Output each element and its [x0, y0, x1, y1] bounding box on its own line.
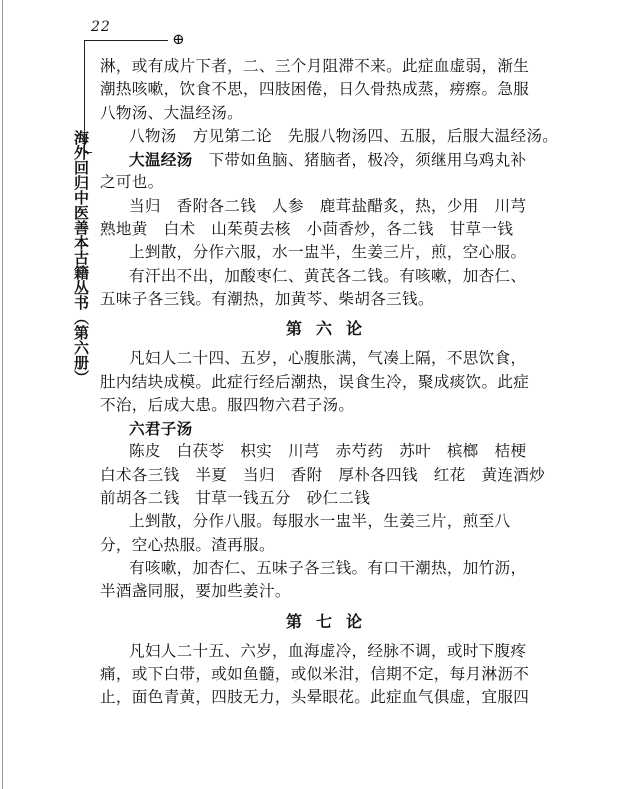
text-line: 之可也。: [100, 173, 164, 192]
section-heading: 第七论: [285, 611, 376, 631]
side-title: 海外回归中医善本古籍丛书（第六册）: [72, 130, 90, 385]
section-heading: 第六论: [285, 319, 376, 339]
formula-note: 下带如鱼脑、猪脑者，极冷，须继用乌鸡丸补: [192, 151, 527, 170]
text-line: 淋，或有成片下者，二、三个月阻滞不来。此症血虚弱，渐生: [100, 57, 530, 75]
page-number: 22: [91, 19, 111, 35]
text-line: 有咳嗽，加杏仁、五味子各三钱。有口干潮热，加竹沥，: [129, 558, 527, 577]
text-line: [100, 148, 562, 171]
text-line: 上剉散，分作六服，水一盅半，生姜三片，煎，空心服。: [129, 243, 527, 262]
main-text-body: [100, 55, 562, 709]
text-line: 白术各三钱 半夏 当归 香附 厚朴各四钱 红花 黄连酒炒: [100, 465, 546, 484]
text-line: 熟地黄 白术 山茱萸去核 小茴香炒，各二钱 甘草一钱: [100, 220, 514, 239]
text-line: 肚内结块成模。此症行经后潮热，误食生冷，聚成痰饮。此症: [100, 372, 530, 391]
text-line: 陈皮 白茯苓 枳实 川芎 赤芍药 苏叶 槟榔 桔梗: [129, 442, 527, 461]
text-line: 前胡各二钱 甘草一钱五分 砂仁二钱: [100, 489, 371, 508]
text-line: 六君子汤: [129, 419, 193, 439]
text-line: 凡妇人二十四、五岁，心腹胀满，气凑上隔，不思饮食，: [129, 349, 527, 368]
text-line: 凡妇人二十五、六岁，血海虚冷，经脉不调，或时下腹疼: [129, 641, 527, 660]
page-edge-line: [2, 0, 3, 789]
text-line: 有汗出不出，加酸枣仁、黄芪各二钱。有咳嗽，加杏仁、: [129, 266, 527, 285]
text-line: 八物汤、大温经汤。: [100, 103, 244, 122]
text-line: 潮热咳嗽，饮食不思，四肢困倦，日久骨热成蒸，痨瘵。急服: [100, 80, 530, 99]
text-line: 不治，后成大患。服四物六君子汤。: [100, 395, 355, 414]
text-line: 上剉散，分作八服。每服水一盅半，生姜三片，煎至八: [129, 512, 511, 531]
text-line: 痛，或下白带，或如鱼髓，或似米泔，信期不定，每月淋沥不: [100, 664, 530, 683]
text-line: 半酒盏同服，要加些姜汁。: [100, 582, 291, 601]
formula-title: 大温经汤: [129, 150, 193, 170]
text-line: 分，空心热服。渣再服。: [100, 535, 275, 554]
header-rule: [84, 40, 168, 41]
ornament-icon: ⊕: [172, 30, 185, 48]
text-line: 止，面色青黄，四肢无力，头晕眼花。此症血气俱虚，宜服四: [100, 688, 530, 707]
text-line: 当归 香附各二钱 人参 鹿茸盐醋炙，热，少用 川芎: [129, 196, 527, 215]
text-line: 八物汤 方见第二论 先服八物汤四、五服，后服大温经汤。: [129, 126, 559, 145]
text-line: 五味子各三钱。有潮热，加黄芩、柴胡各三钱。: [100, 289, 434, 308]
